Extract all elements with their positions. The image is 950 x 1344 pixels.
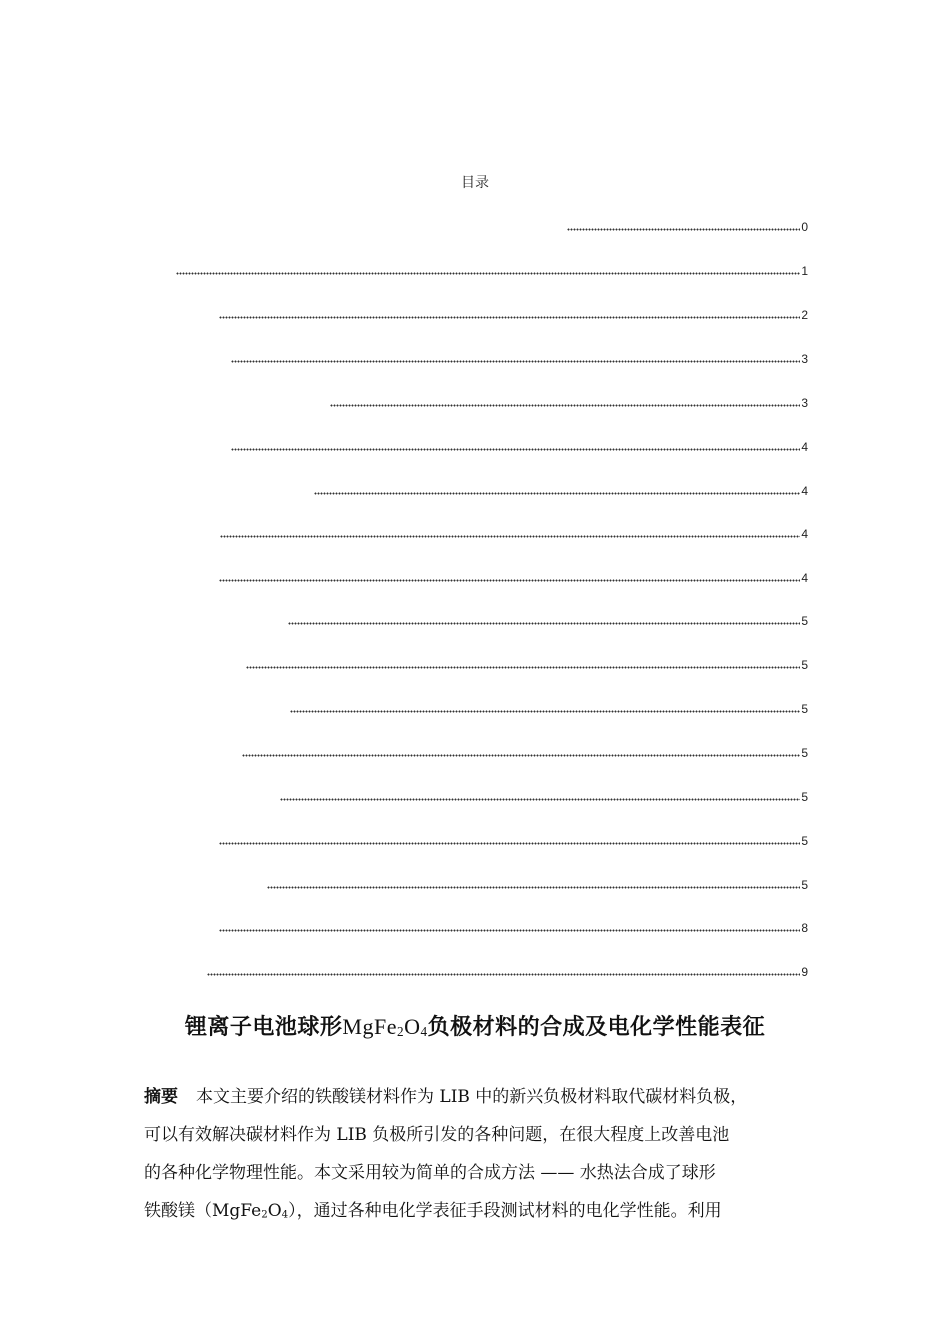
toc-leader-dots bbox=[220, 526, 800, 538]
toc-entry[interactable] bbox=[219, 569, 808, 585]
toc-entry[interactable] bbox=[330, 394, 808, 410]
formula-subscript: 2 bbox=[261, 1209, 268, 1221]
toc-leader-dots bbox=[288, 613, 800, 625]
toc-leader-dots bbox=[219, 920, 800, 932]
toc-entry[interactable] bbox=[219, 306, 808, 322]
toc-entry[interactable] bbox=[231, 350, 808, 366]
abstract-label: 摘要 bbox=[144, 1087, 178, 1107]
toc-page-number: 4 bbox=[801, 571, 808, 585]
toc-leader-dots bbox=[246, 657, 800, 669]
formula-o: O bbox=[404, 1014, 421, 1039]
toc-leader-dots bbox=[280, 789, 800, 801]
toc-title: 目录 bbox=[461, 175, 489, 191]
toc-entry[interactable] bbox=[219, 919, 808, 935]
toc-page-number: 4 bbox=[801, 527, 808, 541]
toc-leader-dots bbox=[314, 483, 800, 495]
toc-leader-dots bbox=[176, 263, 800, 275]
toc-page-number: 5 bbox=[801, 614, 808, 628]
abstract-paragraph bbox=[144, 1078, 806, 1230]
toc-entry[interactable] bbox=[220, 525, 808, 541]
document-title bbox=[0, 1010, 950, 1041]
toc-page-number: 5 bbox=[801, 834, 808, 848]
abstract-text: 铁酸镁（MgFe bbox=[144, 1201, 262, 1221]
toc-entry[interactable] bbox=[288, 612, 808, 628]
toc-page-number: 3 bbox=[801, 352, 808, 366]
toc-page-number: 0 bbox=[801, 220, 808, 234]
toc-leader-dots bbox=[290, 701, 800, 713]
title-text-1: 锂离子电池球形 bbox=[184, 1015, 343, 1040]
toc-entry[interactable] bbox=[207, 963, 808, 979]
toc-entry[interactable] bbox=[242, 744, 808, 760]
toc-leader-dots bbox=[219, 570, 800, 582]
toc-page-number: 5 bbox=[801, 746, 808, 760]
toc-page-number: 3 bbox=[801, 396, 808, 410]
toc-page-number: 9 bbox=[801, 965, 808, 979]
toc-entry[interactable] bbox=[290, 700, 808, 716]
toc-entry[interactable] bbox=[267, 876, 808, 892]
toc-entry[interactable] bbox=[567, 218, 808, 234]
toc-leader-dots bbox=[242, 745, 800, 757]
abstract-line: 的各种化学物理性能。本文采用较为简单的合成方法 —— 水热法合成了球形 bbox=[144, 1163, 716, 1183]
formula-subscript: 2 bbox=[396, 1023, 405, 1039]
toc-entry[interactable] bbox=[314, 482, 808, 498]
toc-page-number: 8 bbox=[801, 921, 808, 935]
toc-leader-dots bbox=[219, 833, 800, 845]
toc-page-number: 5 bbox=[801, 702, 808, 716]
abstract-text: 本文主要介绍的铁酸镁材料作为 LIB 中的新兴负极材料取代碳材料负极， bbox=[196, 1087, 748, 1107]
toc-entry[interactable] bbox=[231, 438, 808, 454]
abstract-text: ），通过各种电化学表征手段测试材料的电化学性能。利用 bbox=[288, 1201, 722, 1221]
toc-leader-dots bbox=[231, 351, 800, 363]
toc-entry[interactable] bbox=[176, 262, 808, 278]
abstract-line bbox=[144, 1078, 806, 1116]
title-formula bbox=[342, 1014, 427, 1039]
toc-page-number: 1 bbox=[801, 264, 808, 278]
abstract-line: 可以有效解决碳材料作为 LIB 负极所引发的各种问题，在很大程度上改善电池 bbox=[144, 1125, 730, 1145]
toc-entry[interactable] bbox=[280, 788, 808, 804]
title-text-2: 负极材料的合成及电化学性能表征 bbox=[427, 1015, 766, 1040]
toc-page-number: 5 bbox=[801, 878, 808, 892]
toc-page-number: 5 bbox=[801, 790, 808, 804]
toc-leader-dots bbox=[231, 439, 800, 451]
abstract-line bbox=[144, 1192, 806, 1230]
toc-entry[interactable] bbox=[219, 832, 808, 848]
toc-page-number: 4 bbox=[801, 440, 808, 454]
formula-mgfe: MgFe bbox=[342, 1014, 397, 1039]
toc-leader-dots bbox=[219, 307, 800, 319]
toc-leader-dots bbox=[207, 964, 800, 976]
toc-leader-dots bbox=[567, 219, 800, 231]
toc-entry[interactable] bbox=[246, 656, 808, 672]
abstract-text: O bbox=[267, 1201, 282, 1221]
formula-subscript: 4 bbox=[281, 1209, 289, 1221]
toc-leader-dots bbox=[330, 395, 800, 407]
toc-leader-dots bbox=[267, 877, 800, 889]
formula-subscript: 4 bbox=[420, 1023, 428, 1039]
toc-page-number: 5 bbox=[801, 658, 808, 672]
toc-page-number: 4 bbox=[801, 484, 808, 498]
toc-page-number: 2 bbox=[801, 308, 808, 322]
